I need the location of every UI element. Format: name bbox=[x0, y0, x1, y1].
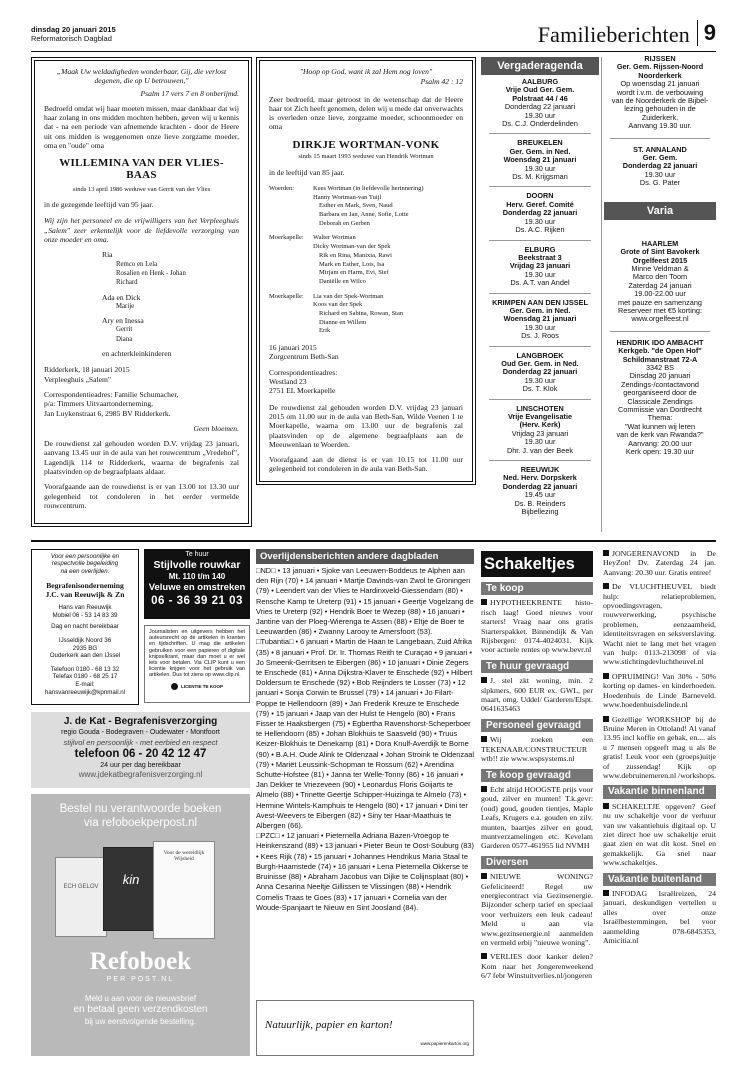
agenda-when: 19.30 uur bbox=[524, 216, 556, 226]
schakeltje-text: J. stel zkt woning, min. 2 slpkmers, 600 EUR ex. GWL, per maart, omg. Uddel/ Garderen/Elspt. 0641635463 bbox=[481, 676, 593, 714]
family-group-place: Moerkapelle: bbox=[269, 292, 304, 300]
agenda-separator bbox=[489, 399, 591, 400]
family-member: Deborah en Gerben bbox=[319, 219, 370, 227]
ad-fax: Telefax 0180 - 68 25 17 bbox=[52, 673, 118, 681]
schakeltje-ad bbox=[603, 549, 716, 577]
agenda-when: Vrijdag 23 januari bbox=[511, 428, 569, 438]
rouwkar-top: Te huur bbox=[185, 551, 209, 558]
schakeltje-text: VERLIES door kanker delen? Kom naar het Jongerenweekend 6/7 febr Winstuitverlies.nl/jongeren bbox=[481, 952, 593, 981]
agenda-when: van de Noorderkerk de Bijbel- bbox=[611, 96, 709, 106]
agenda-when: Classicale Zendings bbox=[627, 396, 693, 406]
obituary-funeral: De rouwdienst zal gehouden worden D.V. vrijdag 23 januari, aanvang 13.45 uur in de aula van het rouwcentrum „Vredehof", Lagendijk 114 te Ridderkerk, waarna de begrafenis zal plaatsvinden op de begraafplaats aldaar. bbox=[44, 439, 239, 476]
ad-email: hansvanreeuwijk@kpnmail.nl bbox=[44, 688, 126, 696]
refoboek-head-2: via refoboekperpost.nl bbox=[83, 817, 198, 829]
obituary-intro: Bedroefd omdat wij haar moeten missen, maar dankbaar dat wij haar zolang in ons midden mochten hebben, geven wij u kennis dat - na een periode van afnemende krachten - door de Heere uit ons midden is weggenomen onze lieve zorgzame moeder, oma en "oude" oma bbox=[44, 103, 239, 151]
agenda-when: Zaterdag 24 januari bbox=[628, 280, 692, 290]
schakeltje-text: De VLUCHTHEUVEL biedt hulp: relatieproblemen, opvoedingsvragen, rouwverwerking, psychische problemen, eenzaamheid, identiteitsvragen en seksverslaving. Wacht niet te lang met het vragen van hulp: 0113-213098 of via www.stichtingdevluchtheuvel.nl bbox=[603, 582, 716, 667]
overlijden-tubantia: □Tubantia□ • 6 januari • Martin de Haan te Langebaan, Zuid Afrika (35) • 8 januari • Prof. Dr. Ir. Thomas Reith te Curaçao • 9 januari • Jo Smeenk-Gerritsen te Eibergen (86) • 10 januari • Dinie Zegers te Enschede (81) • Anna Dijkstra-Klaver te Enschede (92) • Hilbert Doldersum te Enschede (92) • Bob Reijnders te Losser (73) • 12 januari • Sonja Corwin te Brussel (79) • 14 januari • Jo Filart-Poppe te Hellendoorn (89) • Jan Frederik Kreuze te Enschede (79) • 15 januari • Jaap van der Hulst te Hengelo (80) • Frans Fisser te Haaksbergen (75) • Egbertha Ravenshorst-Scheperboer te Hellendoorn (85) • Johan Blokhuis te Saasveld (90) • Truus Keizer-Blokhuis te Denekamp (81) • Dora Knulf-Averdijk te Borne (90) • B.A.H. Oude Alink te Oldenzaal • Johan Stroink te Oldenzaal (79) • Mariët Leussink-Schopman te Rossum (62) • Arendina Schutte-Hofstee (81) • Janna ter Welle-Tonny (86) • 16 januari • Jan Dekker te Vriezeveen (90) • Leonardus Floris Goijarts te Almelo (88) • Trinette Geertje Schipper-Huizinga te Almelo (73) • Hermine Wintels-Kamphuis te Hengelo (80) • 17 januari • Dini ter Avest-Weevers te Eibergen (82) • Siny ter Haar-Maathuis te Albergen (66). bbox=[256, 637, 474, 831]
vergaderagenda-list bbox=[481, 78, 599, 516]
obituary-vlies-baas bbox=[31, 57, 252, 527]
agenda-line: Woensdag 21 januari bbox=[503, 155, 577, 165]
agenda-when: Minne Veldman & bbox=[631, 263, 689, 273]
obituary-corr-3: Jan Luykenstraat 6, 2985 BV Ridderkerk. bbox=[44, 408, 171, 418]
agenda-item bbox=[481, 78, 599, 128]
agenda-line: Donderdag 22 januari bbox=[502, 481, 578, 491]
agenda-city: ELBURG bbox=[524, 244, 556, 254]
schakeltjes-col-2 bbox=[603, 549, 716, 1059]
dekat-hours: 24 uur per dag bereikbaar bbox=[100, 762, 181, 769]
agenda-when: Ds. T. Klok bbox=[522, 384, 558, 394]
family-member: Remco en Lela bbox=[116, 260, 158, 268]
agenda-when: www.orgelfeest.nl bbox=[631, 314, 689, 324]
overlijden-pzc: □PZC□ • 12 januari • Pieternella Adriana Bazen-Vroegop te Heinkenszand (89) • 13 januari • Pieter Beun te Oost-Souburg (83) • Kees Rijk (78) • 15 januari • Johannes Hendrikus Maria Staal te Burgh-Haamstede (74) • 16 januari • Lena Pieternella Okkerse te Bruinisse (88) • Abraham Jacobus van Dijke te Colijnsplaat (80) • Anna Cesarina Neeltje Gillissen te Vlissingen (88) • Hendrik Cornelis Traas te Goes (83) • 17 januari • Cornelia van der Woude-Spanjaart te Nieuw en Sint Joosland (84). bbox=[256, 831, 474, 912]
section-title: Familieberichten bbox=[537, 22, 690, 47]
agenda-city: HENDRIK IDO AMBACHT bbox=[616, 337, 704, 347]
obituary-place: Ridderkerk, 18 januari 2015 bbox=[44, 365, 130, 375]
agenda-line: Oud Ger. Gem. in Ned. bbox=[501, 358, 579, 368]
ad-papier-karton bbox=[256, 1000, 474, 1056]
agenda-when: georganiseerd door de bbox=[623, 388, 697, 398]
agenda-line: Ger. Gem. Rijssen-Noord bbox=[616, 62, 704, 72]
family-member: Koos van der Spek bbox=[313, 301, 363, 309]
family-list bbox=[44, 250, 239, 358]
schakeltje-text: NIEUWE WONING? Gefeliciteerd! Regel uw energiecontract via Gezinsenergie. Bijzonder scherp tarief en speciaal voor verhuizers een leuk cadeau! Meld u aan via www.gezinsenergie.nl aanmelden en vermeld erbij "nieuwe woning". bbox=[481, 872, 593, 947]
book-3-title: kin bbox=[122, 872, 140, 887]
family-group bbox=[269, 185, 463, 229]
bullet-square-icon bbox=[481, 786, 487, 792]
agenda-city: DOORN bbox=[526, 191, 554, 201]
schakeltjes-category: Te koop gevraagd bbox=[481, 769, 593, 782]
dekat-region: regio Gouda - Bodegraven - Oudewater - Montfoort bbox=[61, 729, 220, 736]
agenda-when: Bijbellezing bbox=[521, 507, 559, 517]
obituary-city: 2751 EL Moerkapelle bbox=[269, 386, 336, 396]
overlijdens-title: Overlijdensberichten andere dagbladen bbox=[256, 549, 474, 564]
ad-zip: 2935 BG bbox=[72, 644, 98, 652]
obituary-intro: Zeer bedroefd, maar getroost in de wetenschap dat de Heere haar tot Zich heeft genomen, delen wij u mede dat onverwachts is overleden onze lieve, zorgzame moeder, schoonmoeder en oma bbox=[269, 94, 463, 132]
ad-contact: Hans van Reeuwijk bbox=[58, 604, 112, 612]
agenda-line: Vrije Oud Ger. Gem. bbox=[505, 85, 575, 95]
header-date-block bbox=[31, 26, 116, 43]
agenda-when: Donderdag 22 januari bbox=[504, 102, 576, 112]
ad-reeuwijk-body bbox=[32, 550, 138, 699]
obituary-before: Voorafgaand aan de dienst is er van 10.15 tot 11.00 uur gelegenheid tot condoleren in de aula van Beth-San. bbox=[269, 455, 463, 474]
ad-street: IJsseldijk Noord 36 bbox=[58, 637, 112, 644]
dekat-title: J. de Kat - Begrafenisverzorging bbox=[63, 716, 218, 727]
agenda-line: Vrijdag 23 januari bbox=[509, 261, 571, 271]
agenda-when: met pauze en samenzang bbox=[618, 297, 702, 307]
agenda-when: Op woensdag 21 januari bbox=[620, 79, 700, 89]
schakeltjes-category: Diversen bbox=[481, 856, 593, 869]
ad-de-kat bbox=[31, 712, 250, 788]
agenda-separator bbox=[610, 331, 710, 332]
schakeltje-ad bbox=[481, 735, 593, 763]
family-group-place: Woerden: bbox=[269, 184, 295, 192]
family-member: Mark en Esther, Lois, Isa bbox=[319, 260, 385, 268]
bullet-square-icon bbox=[481, 677, 487, 683]
agenda-item bbox=[481, 405, 599, 455]
obituary-corr-1: Correspondentieadres: Familie Schumacher, bbox=[44, 389, 179, 399]
agenda-line: Schildmanstraat 72-A bbox=[622, 354, 698, 364]
agenda-item bbox=[481, 192, 599, 234]
agenda-hendrik-ido-ambacht bbox=[604, 339, 716, 457]
family-member: en achterkleinkinderen bbox=[102, 349, 172, 359]
agenda-city: BREUKELEN bbox=[517, 138, 563, 148]
agenda-line: Grote of Sint Bavokerk bbox=[620, 247, 700, 257]
schakeltjes-category: Te huur gevraagd bbox=[481, 660, 593, 673]
family-member: Kees Wortman (in liefdevolle herinnering) bbox=[313, 184, 424, 192]
schakeltjes-category: Personeel gevraagd bbox=[481, 719, 593, 732]
agenda-city: KRIMPEN AAN DEN IJSSEL bbox=[492, 297, 588, 307]
bullet-square-icon bbox=[603, 550, 609, 556]
agenda-when: 19.00-22.00 uur bbox=[634, 289, 686, 299]
family-member: Mirjam en Harm, Evi, Stef bbox=[319, 269, 389, 277]
overlijdens-column bbox=[256, 549, 474, 979]
schakeltje-text: Gezellige WORKSHOP bij de Bruine Meren in Ottoland! Al vanaf 13.95 incl koffie en gebak, en.... als u 7 mensen opgeeft mag u als 8e gratis! Leuk voor een (groeps)uitje of zussendag! Kijk op www.debruinemeren.nl /workshops. bbox=[603, 714, 716, 780]
obituary-home: Verpleeghuis „Salem" bbox=[44, 374, 111, 384]
refoboek-foot-3: bij uw eerstvolgende bestelling. bbox=[84, 1017, 197, 1026]
bullet-square-icon bbox=[603, 803, 609, 809]
bullet-square-icon bbox=[603, 673, 609, 679]
obituary-staff-thanks: Wij zijn het personeel en de vrijwilligers van het Verpleeghuis „Salem" zeer erkentelijk voor de liefdevolle verzorging van onze moeder en oma. bbox=[44, 216, 239, 245]
family-member: Ada en Dick bbox=[102, 292, 141, 302]
bullet-square-icon bbox=[481, 599, 487, 605]
vergaderagenda-title: Vergaderagenda bbox=[481, 57, 599, 75]
refoboek-head-1: Bestel nu verantwoorde boeken bbox=[59, 803, 222, 815]
agenda-when: Dinsdag 20 januari bbox=[629, 371, 691, 381]
papier-text: Natuurlijk, papier en karton! bbox=[265, 1019, 393, 1031]
agenda-line: Donderdag 22 januari bbox=[622, 161, 698, 171]
agenda-city: REEUWIJK bbox=[520, 465, 560, 475]
agenda-when: 19.45 uur bbox=[524, 490, 556, 500]
agenda-line: Beekstraat 3 bbox=[518, 252, 562, 262]
agenda-right-column bbox=[604, 55, 716, 535]
agenda-item bbox=[481, 466, 599, 516]
schakeltje-ad bbox=[481, 598, 593, 654]
agenda-line: Orgelfeest 2015 bbox=[632, 255, 688, 265]
family-member: Rosalien en Henk - Johan bbox=[116, 269, 186, 277]
schakeltje-ad bbox=[481, 952, 593, 980]
agenda-when: van de kerk van Rwanda?" bbox=[616, 430, 704, 440]
ad-rouwkar bbox=[144, 549, 250, 619]
agenda-separator bbox=[610, 138, 710, 139]
obituary-quote: „Maak Uw weldadigheden wonderbaar, Gij, die verlost degenen, die op U betrouwen," bbox=[56, 67, 227, 86]
agenda-when: 3342 BS bbox=[646, 362, 674, 372]
bullet-square-icon bbox=[481, 736, 487, 742]
obituary-age: in de leeftijd van 85 jaar. bbox=[269, 167, 345, 177]
schakeltje-ad bbox=[481, 676, 593, 714]
book-1-title: ECH GELOV bbox=[63, 884, 99, 890]
agenda-when: Dhr. J. van der Beek bbox=[506, 445, 574, 455]
obituary-age: in de gezegende leeftijd van 95 jaar. bbox=[44, 200, 154, 210]
agenda-city: RIJSSEN bbox=[644, 54, 676, 63]
ad-tel: Telefoon 0180 - 68 13 32 bbox=[50, 665, 120, 673]
refoboek-logo-sub: PER POST.NL bbox=[106, 976, 175, 983]
ad-city: Ouderkerk aan den IJssel bbox=[49, 652, 121, 660]
family-group bbox=[269, 293, 463, 337]
ad-refoboek bbox=[31, 794, 250, 1056]
agenda-line: Ger. Gem. bbox=[642, 153, 678, 163]
agenda-when: Ds. M. Krijgsman bbox=[512, 172, 568, 182]
agenda-item bbox=[481, 299, 599, 341]
schakeltje-ad bbox=[481, 872, 593, 947]
obituary-since: sinds 15 maart 1993 weduwe van Hendrik Wortman bbox=[298, 152, 434, 160]
obituary-date: 16 januari 2015 bbox=[269, 343, 317, 353]
agenda-when: 19.30 uur bbox=[524, 322, 556, 332]
bullet-square-icon bbox=[481, 873, 487, 879]
agenda-haarlem bbox=[604, 240, 716, 324]
book-cover-1 bbox=[55, 857, 107, 937]
agenda-separator bbox=[489, 186, 591, 187]
header-date: dinsdag 20 januari 2015 bbox=[31, 25, 116, 34]
ad-company-name: J.C. van Reeuwijk & Zn bbox=[45, 590, 125, 600]
schakeltjes-title: Schakeltjes bbox=[481, 551, 593, 577]
bullet-square-icon bbox=[603, 583, 609, 589]
agenda-item bbox=[481, 139, 599, 181]
family-group-members bbox=[313, 293, 403, 337]
agenda-line: Herv. Geref. Comité bbox=[506, 199, 574, 209]
family-groups bbox=[269, 185, 463, 336]
bullet-square-icon bbox=[603, 890, 609, 896]
agenda-line: Ger. Gem. in Ned. bbox=[509, 146, 571, 156]
family-member: Erik bbox=[319, 327, 331, 335]
obituary-before: Voorafgaande aan de rouwdienst is er van 13.00 tot 13.30 uur gelegenheid tot condoleren in het eerder vermelde rouwcentrum. bbox=[44, 482, 239, 510]
clip-badge-row bbox=[149, 683, 245, 690]
ad-email-label: E-mail: bbox=[75, 680, 95, 688]
refoboek-logo: Refoboek bbox=[89, 948, 192, 975]
agenda-line: Donderdag 22 januari bbox=[502, 367, 578, 377]
family-member: Marije bbox=[116, 302, 135, 310]
agenda-separator bbox=[489, 133, 591, 134]
agenda-when: Ds. A.T. van Andel bbox=[510, 278, 570, 288]
agenda-line: (Herv. Kerk) bbox=[519, 420, 561, 430]
obituary-corr: Correspondentieadres: bbox=[269, 367, 338, 377]
agenda-line: Noorderkerk bbox=[638, 70, 682, 80]
refoboek-foot-2: en betaal geen verzendkosten bbox=[73, 1004, 208, 1015]
agenda-city: HAARLEM bbox=[641, 238, 679, 248]
family-member: Dicky Wortman-van der Spek bbox=[313, 243, 391, 251]
agenda-line: Vrije Evangelisatie bbox=[507, 412, 573, 421]
schakeltje-text: JONGERENAVOND in De HeyZon! Dv. Zaterdag 24 jan. Aanvang: 20.30 uur. Gratis entree! bbox=[603, 549, 716, 577]
schakeltje-ad bbox=[603, 715, 716, 781]
dekat-slogan: stijlvol en persoonlijk - met eerbied en respect bbox=[63, 738, 218, 747]
obituary-center: Zorgcentrum Beth-San bbox=[269, 352, 339, 362]
family-member: Barbara en Jan, Anne, Sofie, Lotte bbox=[319, 210, 409, 218]
dekat-phone: telefoon 06 - 20 42 12 47 bbox=[74, 748, 207, 760]
obituary-street: Westland 23 bbox=[269, 377, 307, 387]
family-member: Richard bbox=[116, 279, 138, 287]
schakeltjes-category: Te koop bbox=[481, 582, 593, 595]
agenda-when: 19.30 uur bbox=[524, 110, 556, 120]
agenda-when: wordt i.v.m. de verbouwing bbox=[616, 87, 704, 97]
rouwkar-title: Stijlvolle rouwkar bbox=[153, 559, 241, 571]
obituary-flowers: Geen bloemen. bbox=[193, 423, 239, 433]
ad-intro-2: respectvolle begeleiding bbox=[51, 560, 119, 568]
schakeltjes-category: Vakantie binnenland bbox=[603, 785, 716, 798]
book-cover-3 bbox=[103, 847, 159, 931]
family-group bbox=[269, 234, 463, 286]
clip-logo-icon bbox=[171, 683, 178, 690]
obituary-corr-2: p/a: Timmers Uitvaartonderneming, bbox=[44, 399, 154, 409]
rouwkar-phone: 06 - 36 39 21 03 bbox=[151, 595, 243, 607]
agenda-when: Ds. B. Reinders bbox=[514, 498, 566, 508]
schakeltje-ad bbox=[481, 785, 593, 851]
column-divider bbox=[601, 57, 602, 532]
overlijden-nd: □ND□ • 13 januari • Sjoke van Leeuwen-Boddeus te Alphen aan den Rijn (70) • 14 januari • Martje Davinds-van Zwol te Groningen (79) • Leendert van der Vlies te Hardinxveld-Giessendam (80) • Rensche Kamp te Ureterp (91) • 15 januari • Geertje Vogelzang de Vries te Ureterp (92) • Hendrik Boer te Wezep (88) • 16 januari • Jantine van der Ploeg-Wierenga te Assen (88) • Eltje de Boer te Leeuwarden (86) • Zwanny Larooy te Amersfoort (53). bbox=[256, 566, 474, 637]
schakeltje-ad bbox=[603, 889, 716, 945]
agenda-separator bbox=[489, 240, 591, 241]
agenda-city: LINSCHOTEN bbox=[516, 403, 564, 413]
agenda-when: Ds. C.J. Onderdelinden bbox=[502, 119, 578, 129]
family-member: Lia van der Spek-Wortman bbox=[313, 292, 384, 300]
agenda-separator bbox=[489, 346, 591, 347]
agenda-when: Kerk open: 19.30 uur bbox=[625, 447, 695, 457]
agenda-line: Ger. Gem. in Ned. bbox=[509, 305, 571, 315]
family-member: Dianne en Willem bbox=[319, 318, 367, 326]
clip-text: Journalisten en uitgevers hebben het auteursrecht op de artikelen in kranten en tijdschriften. U mag die artikelen gebruiken voor een papieren of digitale knipselkrant, maar dan moet u er wel iets voor betalen. Via CLIP kunt u een licentie krijgen voor het gebruik van artikelen. Dus tot ziens op www.clip.nl. bbox=[149, 629, 245, 679]
schakeltje-ad bbox=[603, 802, 716, 868]
agenda-separator bbox=[489, 460, 591, 461]
agenda-line: Donderdag 22 januari bbox=[502, 208, 578, 218]
dekat-web: www.jdekatbegrafenisverzorging.nl bbox=[78, 770, 203, 779]
agenda-when: Thema: bbox=[647, 413, 673, 423]
header-paper: Reformatorisch Dagblad bbox=[31, 33, 112, 43]
agenda-rijssen bbox=[604, 55, 716, 131]
agenda-item bbox=[481, 352, 599, 394]
rouwkar-line2: Veluwe en omstreken bbox=[148, 582, 246, 593]
bullet-square-icon bbox=[603, 716, 609, 722]
papier-url: www.papierenkarton.org bbox=[420, 1041, 469, 1046]
varia-title: Varia bbox=[604, 202, 716, 220]
header-rule bbox=[31, 51, 716, 52]
agenda-when: lezing gehouden in de bbox=[624, 104, 696, 114]
agenda-when: "Wat kunnen wij leren bbox=[624, 421, 696, 431]
ad-reeuwijk bbox=[31, 549, 139, 705]
family-member: Gerrit bbox=[116, 326, 133, 334]
agenda-line: Kerkgeb. "de Open Hof" bbox=[618, 346, 702, 356]
obituary-name: WILLEMINA VAN DER VLIES-BAAS bbox=[59, 157, 224, 182]
agenda-when: Ds. J. Roos bbox=[521, 331, 559, 341]
ad-mobile: Mobiel 06 - 53 14 83 39 bbox=[52, 611, 118, 619]
family-member: Hanny Wortman-van Tuijl bbox=[313, 193, 382, 201]
obituary-quote: "Hoop op God, want ik zal Hem nog loven" bbox=[299, 67, 433, 76]
schakeltje-ad bbox=[603, 672, 716, 710]
clip-badge: LICENTIE TE KOOP bbox=[180, 683, 223, 689]
section-rule bbox=[31, 540, 716, 542]
family-member: Walter Wortman bbox=[313, 234, 356, 242]
agenda-when: 19.30 uur bbox=[524, 269, 556, 279]
obituary-quote-ref: Psalm 42 : 12 bbox=[420, 77, 463, 87]
schakeltje-text: Wij zoeken een TEKENAAR/CONSTRUCTEUR wtb!! zie www.wspsystems.nl bbox=[481, 735, 593, 764]
family-group-place: Moerkapelle: bbox=[269, 234, 304, 242]
agenda-when: Zuiderkerk. bbox=[641, 112, 679, 122]
agenda-separator bbox=[489, 293, 591, 294]
schakeltje-ad bbox=[603, 582, 716, 667]
family-member: Diana bbox=[116, 335, 133, 343]
family-member: Daniëlle en Wilco bbox=[319, 277, 366, 285]
ad-intro-3: na een overlijden. bbox=[60, 567, 110, 575]
agenda-city: AALBURG bbox=[521, 77, 559, 86]
family-member: Rik en Rina, Manixia, Rawi bbox=[319, 251, 392, 259]
page-number: 9 bbox=[697, 20, 716, 46]
ad-intro-1: Voor een persoonlijke en bbox=[50, 553, 120, 560]
family-group-members bbox=[313, 185, 424, 229]
family-member: Esther en Mark, Sven, Naud bbox=[319, 202, 393, 210]
obituary-wortman-vonk bbox=[256, 57, 476, 485]
agenda-when: Commissie van Dordrecht bbox=[618, 405, 702, 414]
agenda-when: Aanvang: 20.00 uur bbox=[628, 438, 692, 448]
agenda-when: 19.30 uur bbox=[644, 169, 676, 179]
agenda-when: Marco den Toom bbox=[632, 272, 688, 282]
agenda-when: Reserveer met €5 korting: bbox=[618, 305, 702, 315]
obituary-since: sinds 13 april 1986 weduwe van Gerrit van der Vlies bbox=[72, 186, 211, 194]
agenda-when: Ds. A.C. Rijken bbox=[515, 225, 565, 235]
agenda-item bbox=[481, 246, 599, 288]
family-group-members bbox=[313, 234, 392, 286]
obituary-quote-ref: Psalm 17 vers 7 en 8 onberijmd. bbox=[140, 88, 239, 98]
refoboek-books bbox=[31, 839, 250, 961]
agenda-line: Ned. Herv. Dorpskerk bbox=[503, 473, 577, 483]
agenda-when: 19.30 uur bbox=[524, 163, 556, 173]
schakeltje-text: INFODAG Israëlreizen, 24 januari, deskundigen vertellen u alles over onze Israëlbestemmingen, bel voor aanmelding 078-6845353, Amicitia.nl bbox=[603, 889, 716, 946]
agenda-city: ST. ANNALAND bbox=[633, 144, 687, 154]
book-cover-2 bbox=[153, 841, 215, 939]
refoboek-foot-1: Meld u aan voor de nieuwsbrief bbox=[84, 994, 197, 1003]
bullet-square-icon bbox=[481, 953, 487, 959]
rouwkar-sub: Mt. 110 t/m 140 bbox=[168, 572, 226, 581]
schakeltje-text: Echt altijd HOOGSTE prijs voor goud, zilver en munten! T.k.gevr: (oud) goud, gouden tientjes, Maple Leafs, Krugers e.a. gouden en zilv. munten, baartjes zilver en goud, muntverzamelingen etc. Kevelam Garderen 0577-461955 lid NVMH bbox=[481, 784, 593, 851]
obituary-frame bbox=[34, 60, 249, 524]
family-member: Richard en Sabina, Rowan, Stan bbox=[319, 310, 404, 318]
agenda-line: Woensdag 21 januari bbox=[503, 314, 577, 324]
obituary-name: DIRKJE WORTMAN-VONK bbox=[292, 138, 440, 151]
family-member: Ria bbox=[102, 250, 113, 260]
schakeltje-text: SCHAKELTJE opgeven? Geef nu uw schakeltje voor de verhuur van uw vakantiehuis digitaal op. U ziet direct hoe uw schakeltje eruit gaat zien en wat dit kost. Snel en gemakkelijk. Ga snel naar www.schakeltjes. bbox=[603, 801, 716, 868]
schakeltjes-category: Vakantie buitenland bbox=[603, 873, 716, 886]
schakeltjes-col-1 bbox=[481, 579, 593, 1059]
family-member: Ary en Inessa bbox=[102, 316, 144, 326]
obituary-funeral: De rouwdienst zal gehouden worden D.V. vrijdag 23 januari 2015 om 11.00 uur in de aula van Beth-San, Wilde Veenen 1 te Moerkapelle, waarna om 13.00 uur de begrafenis zal plaatsvinden op de algemene begraafplaats aan de Meeuwenlaan te Woerden. bbox=[269, 402, 463, 449]
obituary-frame bbox=[259, 60, 473, 482]
schakeltje-text: HYPOTHEEKRENTE histo-risch laag! Goed nieuws voor starters! Vraag naar ons gratis Starterspakket. Binnendijk & Van Rijsbergen: 0174-4024031. Kijk voor actuele rentes op www.bevr.nl bbox=[481, 598, 593, 655]
agenda-when: Ds. G. Pater bbox=[639, 178, 681, 188]
ad-company: Begrafenisonderneming bbox=[46, 581, 124, 591]
agenda-when: Zendings-/contactavond bbox=[621, 379, 699, 389]
agenda-annaland bbox=[604, 146, 716, 188]
agenda-city: LANGBROEK bbox=[516, 350, 564, 360]
ad-available: Dag en nacht bereikbaar bbox=[51, 623, 119, 631]
schakeltje-text: OPRUIMING! Van 30% - 50% korting op dames- en kinderhoeden. Hoedenhuis de Linde Barneveld. www.hoedenhuisdelinde.nl bbox=[603, 671, 716, 710]
agenda-line: Polstraat 44 / 46 bbox=[512, 93, 568, 103]
ad-clip bbox=[144, 625, 250, 703]
agenda-when: 19.30 uur bbox=[524, 375, 556, 385]
book-2-title: Voor de wereldlijk Wijsheid bbox=[163, 850, 205, 862]
agenda-when: 19.30 uur bbox=[524, 437, 556, 447]
agenda-when: Aanvang 19.30 uur. bbox=[628, 121, 692, 131]
vergaderagenda-column bbox=[481, 57, 599, 532]
